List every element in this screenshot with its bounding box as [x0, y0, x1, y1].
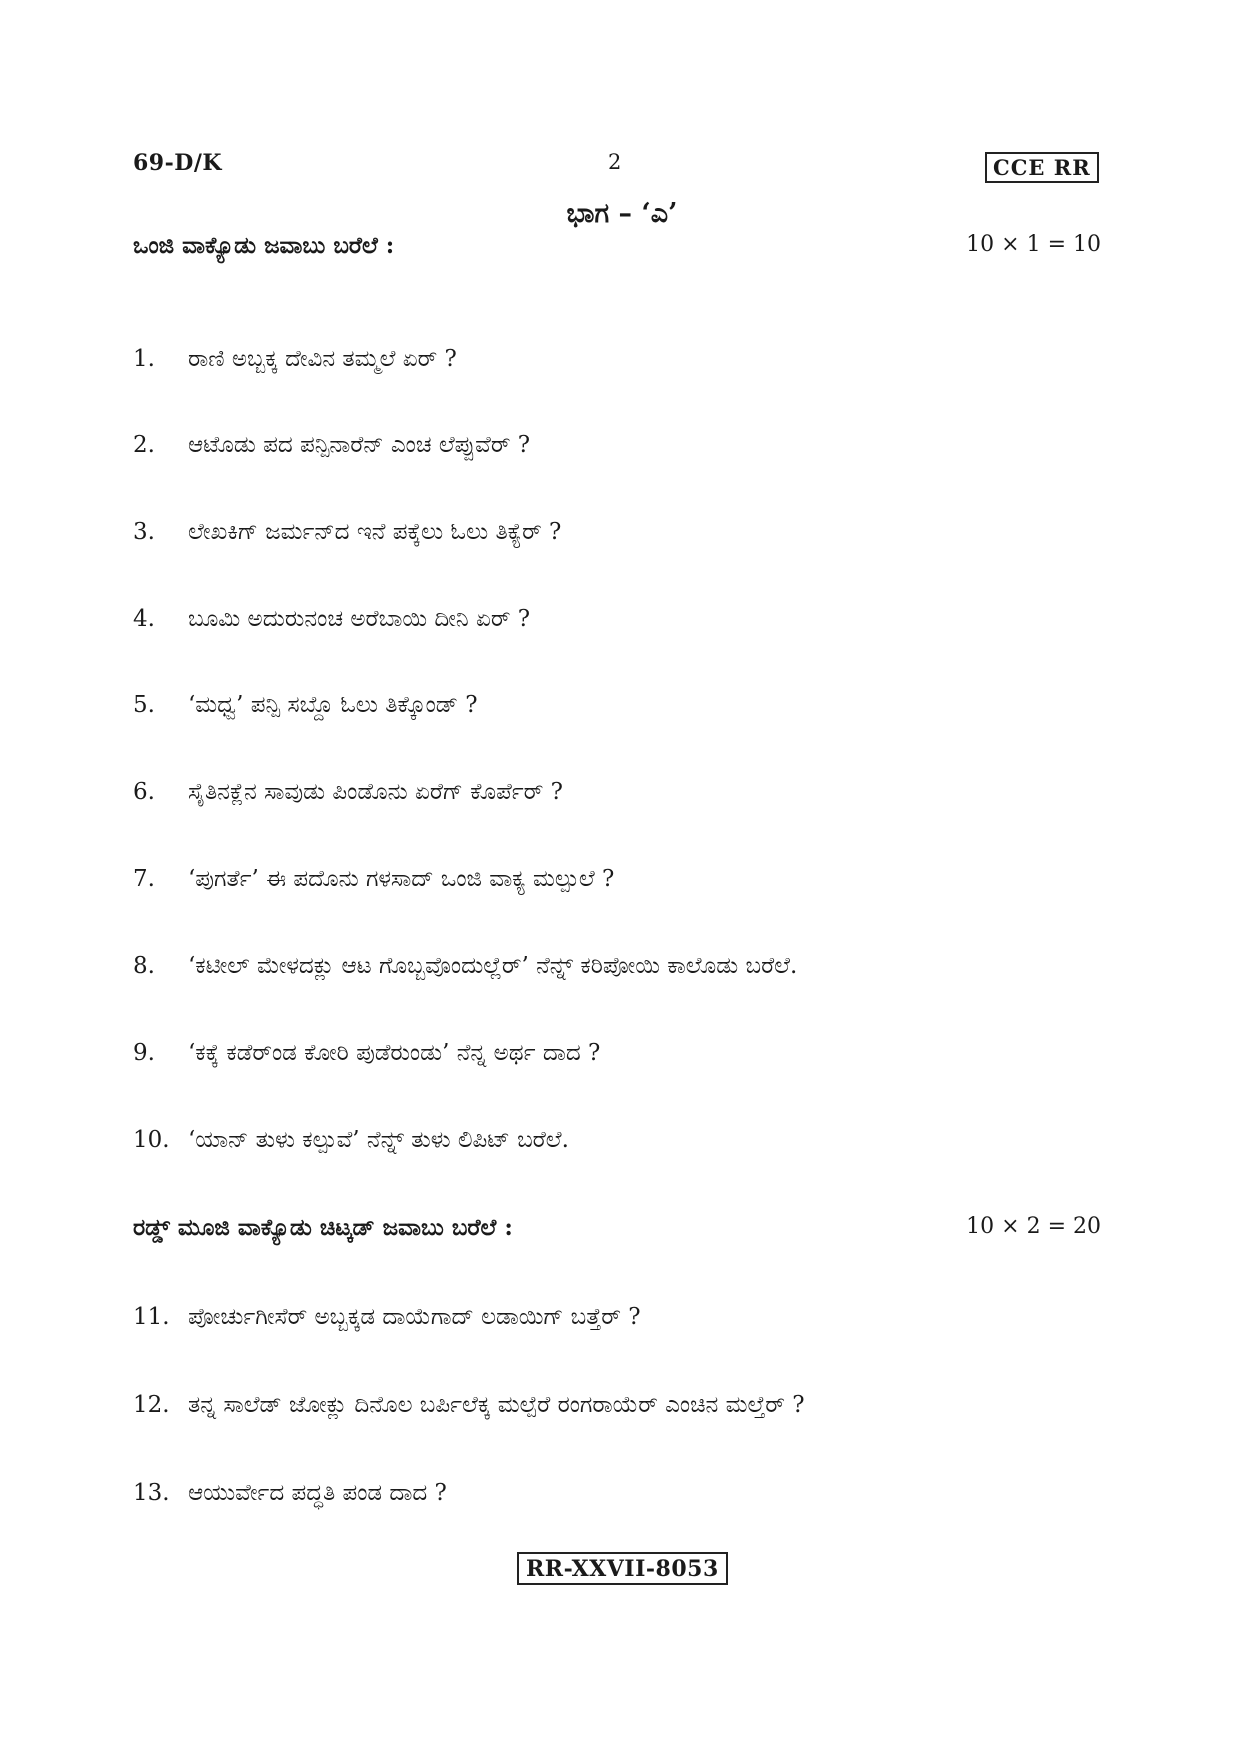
question-number: 7.: [133, 866, 155, 892]
question-9: [133, 1040, 1113, 1066]
question-text: ಬೂಮಿ ಅದುರುನಂಚ ಅರೆಬಾಯಿ ದೀನಿ ಏರ್ ?: [188, 606, 531, 632]
question-text: ಸೈತಿನಕ್ಲೆನ ಸಾವುಡು ಪಿಂಡೊನು ಏರೆಗ್ ಕೊರ್ಪೆರ್ ?: [188, 779, 563, 805]
question-text: ‘ಯಾನ್ ತುಳು ಕಲ್ಪುವೆ’ ನೆನ್ನ್ ತುಳು ಲಿಪಿಟ್ ಬರೆಲೆ.: [188, 1127, 569, 1153]
question-number: 12.: [133, 1392, 170, 1418]
footer-code: RR-XXVII-8053: [517, 1552, 728, 1585]
question-number: 1.: [133, 346, 155, 372]
question-text: ತನ್ನ ಸಾಲೆಡ್ ಜೋಕ್ಲು ದಿನೊಲ ಬರ್ಪಿಲೆಕ್ಕ ಮಲ್ಪೆರೆ ರಂಗರಾಯೆರ್ ಎಂಚಿನ ಮಲ್ತೆರ್ ?: [188, 1392, 805, 1418]
paper-code: 69-D/K: [133, 150, 222, 176]
question-number: 5.: [133, 692, 155, 718]
question-text: ‘ಕಕ್ಕೆ ಕಡೆರ್‌ಂಡ ಕೋರಿ ಪುಡೆರುಂಡು’ ನೆನ್ನ ಅರ್ಥ ದಾದ ?: [188, 1040, 601, 1066]
question-text: ‘ಪುಗರ್ತೆ’ ಈ ಪದೊನು ಗಳಸಾದ್ ಒಂಜಿ ವಾಕ್ಯ ಮಲ್ಪುಲೆ ?: [188, 866, 615, 892]
part-title: ಭಾಗ – ‘ಎ’: [566, 198, 678, 229]
question-11: [133, 1304, 1113, 1330]
section-b-heading: [133, 1214, 1101, 1241]
question-2: [133, 432, 1113, 458]
question-text: ಲೇಖಕಿಗ್ ಜರ್ಮನ್‌ದ ಇನೆ ಪಕ್ಕೆಲು ಓಲು ತಿಕ್ಯೆರ್ ?: [188, 519, 562, 545]
question-13: [133, 1480, 1113, 1506]
question-4: [133, 606, 1113, 632]
question-text: ‘ಕಟೀಲ್ ಮೇಳದಕ್ಲು ಆಟ ಗೊಬ್ಬವೊಂದುಲ್ಲೆರ್’ ನೆನ್ನ್ ಕರಿಪೋಯಿ ಕಾಲೊಡು ಬರೆಲೆ.: [188, 953, 798, 979]
question-number: 4.: [133, 606, 155, 632]
question-1: [133, 346, 1113, 372]
question-number: 3.: [133, 519, 155, 545]
section-a-instruction: ಒಂಜಿ ವಾಕ್ಯೊಡು ಜವಾಬು ಬರೆಲೆ :: [133, 232, 395, 259]
question-number: 2.: [133, 432, 155, 458]
section-a-heading: [133, 232, 1101, 259]
question-12: [133, 1392, 1113, 1418]
question-text: ರಾಣಿ ಅಬ್ಬಕ್ಕ ದೇವಿನ ತಮ್ಮಲೆ ಏರ್ ?: [188, 346, 457, 372]
cce-rr-badge: CCE RR: [985, 152, 1099, 183]
section-b-marks: 10 × 2 = 20: [966, 1214, 1101, 1239]
question-number: 13.: [133, 1480, 170, 1506]
question-text: ಆಯುರ್ವೇದ ಪದ್ಧತಿ ಪಂಡ ದಾದ ?: [188, 1480, 447, 1506]
question-text: ಪೋರ್ಚುಗೀಸೆರ್ ಅಬ್ಬಕ್ಕಡ ದಾಯೆಗಾದ್ ಲಡಾಯಿಗ್ ಬತ್ತೆರ್ ?: [188, 1304, 641, 1330]
question-number: 8.: [133, 953, 155, 979]
question-text: ಆಟೊಡು ಪದ ಪನ್ಪಿನಾರೆನ್ ಎಂಚ ಲೆಪ್ಪುವೆರ್ ?: [188, 432, 531, 458]
question-number: 6.: [133, 779, 155, 805]
question-number: 10.: [133, 1127, 170, 1153]
question-7: [133, 866, 1113, 892]
question-6: [133, 779, 1113, 805]
section-a-marks: 10 × 1 = 10: [966, 232, 1101, 257]
question-8: [133, 953, 1113, 979]
question-number: 9.: [133, 1040, 155, 1066]
question-3: [133, 519, 1113, 545]
question-10: [133, 1127, 1113, 1153]
question-text: ‘ಮಧ್ವ’ ಪನ್ಪಿ ಸಬ್ದೊ ಓಲು ತಿಕ್ಕೊಂಡ್ ?: [188, 692, 478, 718]
question-number: 11.: [133, 1304, 170, 1330]
page-number: 2: [608, 150, 622, 174]
question-5: [133, 692, 1113, 718]
section-b-instruction: ರಡ್ಡ್ ಮೂಜಿ ವಾಕ್ಯೊಡು ಚಿಟ್ಕಡ್ ಜವಾಬು ಬರೆಲೆ :: [133, 1214, 513, 1241]
